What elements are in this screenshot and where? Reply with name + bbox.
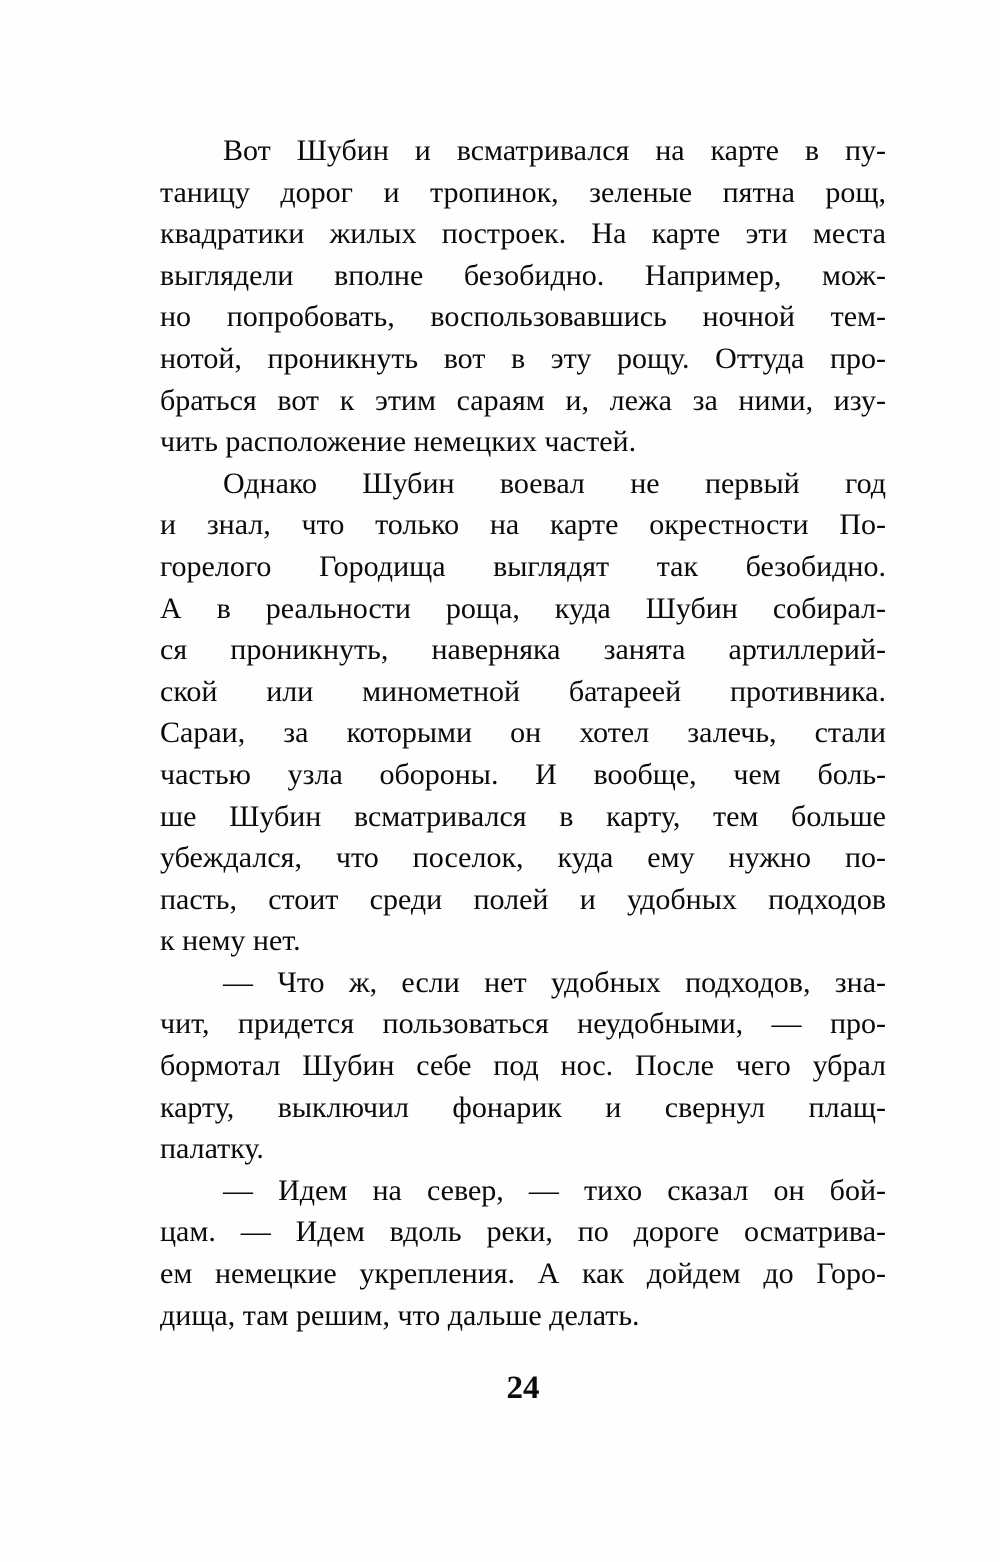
text-line: Вот Шубин и всматривался на карте в пу- (223, 134, 886, 167)
paragraph (160, 130, 886, 463)
text-line: к нему нет. (160, 924, 301, 958)
text-line: — Идем на север, — тихо сказал он бой- (223, 1173, 886, 1207)
text-line: и знал, что только на карте окрестности По- (160, 508, 886, 542)
text-line: Сараи, за которыми он хотел залечь, стали (160, 716, 886, 750)
text-line: горелого Городища выглядят так безобидно. (160, 549, 886, 583)
page-text (160, 130, 886, 1336)
text-line: чит, придется пользоваться неудобными, — про- (160, 1007, 886, 1041)
text-line: квадратики жилых построек. На карте эти места (160, 217, 886, 251)
text-line: карту, выключил фонарик и свернул плащ- (160, 1090, 886, 1124)
text-line: чить расположение немецких частей. (160, 425, 637, 459)
paragraph (160, 962, 886, 1170)
text-line: но попробовать, воспользовавшись ночной тем- (160, 300, 886, 334)
text-line: частью узла обороны. И вообще, чем боль- (160, 757, 886, 791)
page-number: 24 (506, 1370, 540, 1406)
text-line: А в реальности роща, куда Шубин собирал- (160, 591, 886, 625)
text-line: пасть, стоит среди полей и удобных подходов (160, 882, 886, 916)
text-line: браться вот к этим сараям и, лежа за ними, изу- (160, 383, 886, 417)
text-line: цам. — Идем вдоль реки, по дороге осматрива- (160, 1215, 886, 1249)
text-line: палатку. (160, 1132, 264, 1166)
text-line: убеждался, что поселок, куда ему нужно по- (160, 841, 886, 875)
text-line: нотой, проникнуть вот в эту рощу. Оттуда про- (160, 341, 886, 375)
text-line: бормотал Шубин себе под нос. После чего убрал (160, 1049, 886, 1083)
text-line: ем немецкие укрепления. А как дойдем до Горо- (160, 1257, 886, 1291)
text-line: дища, там решим, что дальше делать. (160, 1298, 640, 1332)
paragraph (160, 1170, 886, 1336)
text-line: выглядели вполне безобидно. Например, мож- (160, 258, 886, 292)
text-line: ше Шубин всматривался в карту, тем больше (160, 799, 886, 833)
paragraph (160, 463, 886, 962)
text-line: таницу дорог и тропинок, зеленые пятна рощ, (160, 175, 886, 209)
text-line: ской или минометной батареей противника. (160, 674, 886, 708)
text-line: ся проникнуть, наверняка занята артиллерий- (160, 633, 886, 667)
text-line: — Что ж, если нет удобных подходов, зна- (223, 965, 886, 999)
text-line: Однако Шубин воевал не первый год (223, 466, 886, 500)
